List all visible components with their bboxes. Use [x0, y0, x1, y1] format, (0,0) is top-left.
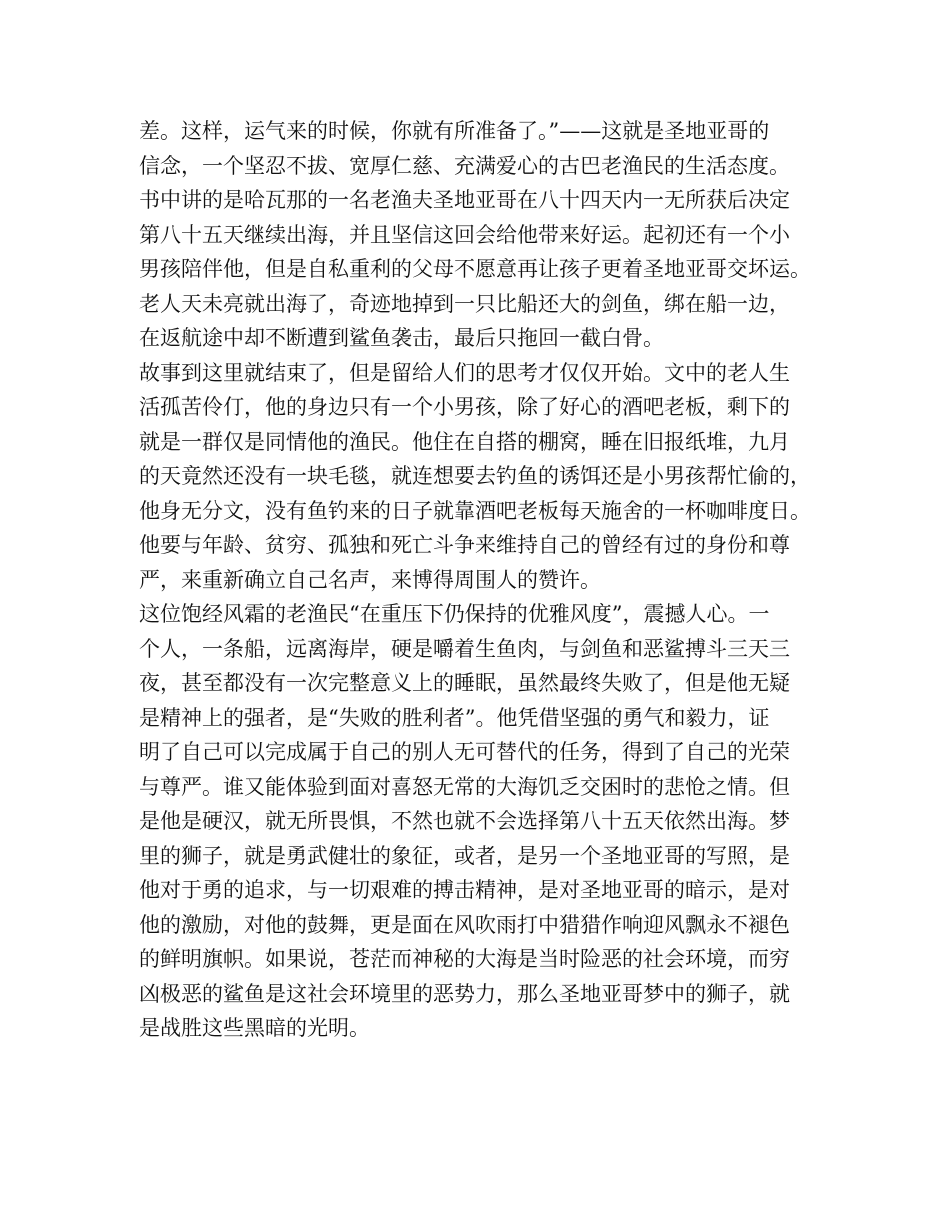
text-line: 活孤苦伶仃，他的身边只有一个小男孩，除了好心的酒吧老板，剩下的 — [139, 395, 790, 419]
text-line: 这位饱经风霜的老渔民“在重压下仍保持的优雅风度”，震撼人心。一 — [139, 602, 770, 626]
text-line: 故事到这里就结束了，但是留给人们的思考才仅仅开始。文中的老人生 — [139, 360, 790, 385]
text-line: 他对于勇的追求，与一切艰难的搏击精神，是对圣地亚哥的暗示，是对 — [139, 878, 790, 902]
text-line: 是战胜这些黑暗的光明。 — [139, 1016, 370, 1040]
text-line: 在返航途中却不断遭到鲨鱼袭击，最后只拖回一截白骨。 — [139, 326, 664, 350]
text-line: 的鲜明旗帜。如果说，苍茫而神秘的大海是当时险恶的社会环境，而穷 — [139, 947, 790, 971]
text-line: 的天竟然还没有一块毛毯，就连想要去钓鱼的诱饵还是小男孩帮忙偷的， — [139, 464, 811, 488]
text-line: 是他是硬汉，就无所畏惧，不然也就不会选择第八十五天依然出海。梦 — [139, 809, 790, 833]
text-line: 他的激励，对他的鼓舞，更是面在风吹雨打中猎猎作响迎风飘永不褪色 — [139, 912, 790, 937]
text-line: 他要与年龄、贫穷、孤独和死亡斗争来维持自己的曾经有过的身份和尊 — [139, 533, 790, 557]
text-line: 凶极恶的鲨鱼是这社会环境里的恶势力，那么圣地亚哥梦中的狮子，就 — [139, 981, 790, 1006]
text-line: 夜，甚至都没有一次完整意义上的睡眠，虽然最终失败了，但是他无疑 — [139, 671, 790, 695]
text-line: 书中讲的是哈瓦那的一名老渔夫圣地亚哥在八十四天内一无所获后决定 — [139, 188, 790, 212]
body-text — [139, 114, 829, 1046]
text-line: 就是一群仅是同情他的渔民。他住在自搭的棚窝，睡在旧报纸堆，九月 — [139, 429, 790, 454]
text-line: 男孩陪伴他，但是自私重利的父母不愿意再让孩子更着圣地亚哥交坏运。 — [139, 257, 811, 281]
text-line: 明了自己可以完成属于自己的别人无可替代的任务，得到了自己的光荣 — [139, 740, 790, 764]
text-line: 个人，一条船，远离海岸，硬是嚼着生鱼肉，与剑鱼和恶鲨搏斗三天三 — [139, 636, 790, 661]
text-line: 他身无分文，没有鱼钓来的日子就靠酒吧老板每天施舍的一杯咖啡度日。 — [139, 498, 811, 523]
text-line: 里的狮子，就是勇武健壮的象征，或者，是另一个圣地亚哥的写照，是 — [139, 843, 790, 868]
text-line: 严，来重新确立自己名声，来博得周围人的赞许。 — [139, 567, 601, 592]
text-line: 信念，一个坚忍不拔、宽厚仁慈、充满爱心的古巴老渔民的生活态度。 — [139, 153, 790, 178]
text-line: 是精神上的强者，是“失败的胜利者”。他凭借坚强的勇气和毅力，证 — [139, 705, 770, 730]
text-line: 差。这样，运气来的时候，你就有所准备了。”——这就是圣地亚哥的 — [139, 119, 770, 143]
text-line: 老人天未亮就出海了，奇迹地掉到一只比船还大的剑鱼，绑在船一边， — [139, 291, 790, 316]
text-line: 第八十五天继续出海，并且坚信这回会给他带来好运。起初还有一个小 — [139, 222, 790, 247]
text-line: 与尊严。谁又能体验到面对喜怒无常的大海饥乏交困时的悲怆之情。但 — [139, 774, 790, 799]
